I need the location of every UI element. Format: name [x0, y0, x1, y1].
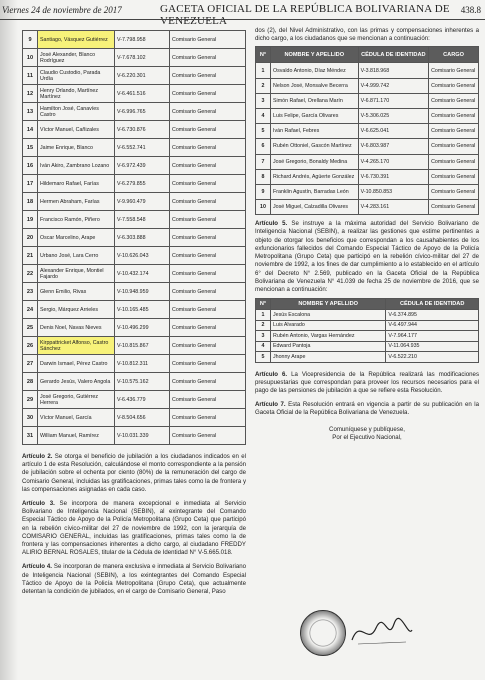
table-row [256, 108, 479, 123]
row-number: 15 [23, 139, 38, 157]
row-id: V-6.497.944 [386, 320, 479, 331]
column-header: NOMBRE Y APELLIDO [271, 299, 386, 310]
row-id: V-7.558.548 [115, 211, 170, 229]
row-number: 10 [23, 49, 38, 67]
row-rank: Comisario General [429, 63, 479, 78]
row-number: 31 [23, 427, 38, 445]
row-id: V-4.999.742 [358, 78, 428, 93]
row-rank: Comisario General [170, 229, 246, 247]
row-name: Luis Felipe, García Olivares [271, 108, 359, 123]
table-row [23, 157, 246, 175]
row-number: 19 [23, 211, 38, 229]
row-rank: Comisario General [170, 49, 246, 67]
row-number: 11 [23, 67, 38, 85]
row-rank: Comisario General [170, 409, 246, 427]
table-row [256, 310, 479, 321]
table-row [23, 409, 246, 427]
article-4 [22, 563, 246, 596]
row-name: Alexander Enrique, Montiel Fajardo [38, 265, 115, 283]
row-name: Francisco Ramón, Piñero [38, 211, 115, 229]
row-rank: Comisario General [170, 427, 246, 445]
article-6 [255, 371, 479, 396]
row-name: Rubén Ottoniel, Gascón Martínez [271, 139, 359, 154]
row-name: Kirppattricket Alfonso, Castro Sánchez [38, 337, 115, 355]
left-articles [22, 453, 246, 596]
row-rank: Comisario General [170, 247, 246, 265]
table-row [256, 169, 479, 184]
row-name: William Manuel, Ramírez [38, 427, 115, 445]
row-id: V-7.798.958 [115, 31, 170, 49]
row-name: Henry Orlando, Martínez Martínez [38, 85, 115, 103]
row-id: V-6.522.210 [386, 352, 479, 363]
row-name: Rubén Antonio, Vargas Hernández [271, 331, 386, 342]
table-row [23, 301, 246, 319]
row-name: José Miguel, Calzadilla Olivares [271, 200, 359, 215]
row-id: V-3.818.968 [358, 63, 428, 78]
row-id: V-10.575.162 [115, 373, 170, 391]
row-name: Santiago, Vásquez Gutiérrez [38, 31, 115, 49]
row-rank: Comisario General [170, 301, 246, 319]
row-name: Richard Andrés, Agüerte González [271, 169, 359, 184]
table-row [23, 337, 246, 355]
article-5-label: Artículo 5. [255, 220, 288, 228]
table-row [256, 63, 479, 78]
row-name: Iván Rafael, Febres [271, 124, 359, 139]
signature-icon [348, 612, 416, 652]
row-name: Darwin Ismael, Pérez Castro [38, 355, 115, 373]
article-3 [22, 500, 246, 557]
row-number: 18 [23, 193, 38, 211]
row-id: V-6.730.876 [115, 121, 170, 139]
row-id: V-11.064.935 [386, 341, 479, 352]
row-number: 4 [256, 341, 271, 352]
row-id: V-6.374.895 [386, 310, 479, 321]
table-row [256, 78, 479, 93]
row-number: 17 [23, 175, 38, 193]
table-row [23, 373, 246, 391]
row-rank: Comisario General [170, 337, 246, 355]
header-page-number: 438.8 [460, 5, 481, 15]
row-number: 25 [23, 319, 38, 337]
table-row [23, 139, 246, 157]
page-header [0, 2, 485, 27]
table-row [256, 124, 479, 139]
column-header: NOMBRE Y APELLIDO [271, 47, 359, 63]
row-number: 13 [23, 103, 38, 121]
row-rank: Comisario General [170, 265, 246, 283]
row-id: V-6.461.516 [115, 85, 170, 103]
row-number: 16 [23, 157, 38, 175]
row-name: Jesús Escalona [271, 310, 386, 321]
row-name: Denis Noel, Navas Nieves [38, 319, 115, 337]
row-number: 4 [256, 108, 271, 123]
row-id: V-9.960.479 [115, 193, 170, 211]
table-row [23, 121, 246, 139]
column-header: CÉDULA DE IDENTIDAD [358, 47, 428, 63]
row-id: V-7.678.102 [115, 49, 170, 67]
row-name: Hildemaro Rafael, Farías [38, 175, 115, 193]
table-row [23, 31, 246, 49]
header-date: Viernes 24 de noviembre de 2017 [2, 5, 122, 15]
row-number: 29 [23, 391, 38, 409]
row-number: 14 [23, 121, 38, 139]
table-row [256, 352, 479, 363]
row-number: 22 [23, 265, 38, 283]
article-7-label: Artículo 7. [255, 401, 286, 409]
row-id: V-10.031.339 [115, 427, 170, 445]
table-row [256, 341, 479, 352]
row-number: 2 [256, 78, 271, 93]
row-number: 10 [256, 200, 271, 215]
table-row [23, 283, 246, 301]
row-rank: Comisario General [170, 283, 246, 301]
closing-line-1: Comuníquese y publíquese, [329, 425, 405, 433]
row-id: V-4.283.161 [358, 200, 428, 215]
row-name: Víctor Manuel, García [38, 409, 115, 427]
article-7 [255, 401, 479, 417]
row-rank: Comisario General [170, 211, 246, 229]
row-id: V-6.303.888 [115, 229, 170, 247]
row-rank: Comisario General [429, 154, 479, 169]
row-name: Hamilton José, Canavíes Castro [38, 103, 115, 121]
article-label: Artículo 3. [22, 500, 55, 508]
row-rank: Comisario General [429, 184, 479, 199]
row-rank: Comisario General [429, 108, 479, 123]
row-rank: Comisario General [429, 93, 479, 108]
row-rank: Comisario General [170, 121, 246, 139]
table-row [23, 211, 246, 229]
article-5 [255, 220, 479, 294]
row-rank: Comisario General [170, 355, 246, 373]
row-name: Sergio, Márquez Arrieles [38, 301, 115, 319]
article-text: Se otorga el beneficio de jubilación a los ciudadanos indicados en el artículo 1 de esta Resolución, calculándose el monto correspondiente a la pensión de jubilación sobre el ochenta por ciento (80%) de la remuneración del cargo de Comisario General, incluidas las gratificaciones, primas tales como la de frontera y las compensaciones asignadas en cada caso. [22, 453, 246, 493]
row-name: José Alexander, Blanco Rodríguez [38, 49, 115, 67]
row-rank: Comisario General [429, 200, 479, 215]
article-text: Se incorpora de manera excepcional e inmediata al Servicio Bolivariano de Inteligencia Nacional (SEBIN), al exintegrante del Comando Especial Táctico de Apoyo de la Policía Metropolitana (Grupo Ceta) que participó en la rebelión cívico-militar del 27 de noviembre de 1992, con la jerarquía de COMISARIO GENERAL, incluidas las gratificaciones, primas tales como la de frontera y las compensaciones inherentes a dicho cargo, al ciudadano FREDDY ALIRIO BERNAL ROSALES, titular de la Cédula de Identidad N° V-5.665.018. [22, 500, 246, 557]
table-row [256, 93, 479, 108]
table-row [256, 139, 479, 154]
left-officers-table [22, 30, 246, 445]
row-name: Edward Pantoja [271, 341, 386, 352]
row-id: V-10.850.853 [358, 184, 428, 199]
row-id: V-6.972.439 [115, 157, 170, 175]
row-rank: Comisario General [429, 78, 479, 93]
row-id: V-6.220.301 [115, 67, 170, 85]
article-label: Artículo 2. [22, 453, 53, 460]
row-number: 1 [256, 63, 271, 78]
header-title: GACETA OFICIAL DE LA REPÚBLICA BOLIVARIANA DE VENEZUELA [160, 3, 450, 27]
row-id: V-6.552.741 [115, 139, 170, 157]
row-name: Jhonny Arape [271, 352, 386, 363]
row-id: V-6.871.170 [358, 93, 428, 108]
article-text: Se incorporan de manera exclusiva e inmediata al Servicio Bolivariano de Inteligencia Nacional (SEBIN), a los exintegrantes del Comando Especial Táctico de Apoyo de la Policía Metropolitana (Grupo Ceta), que actualmente detentan la condición de jubilados, en el cargo de Comisario General, Paso [22, 563, 247, 596]
table-row [23, 391, 246, 409]
row-rank: Comisario General [170, 373, 246, 391]
row-number: 20 [23, 229, 38, 247]
row-number: 2 [256, 320, 271, 331]
row-rank: Comisario General [170, 391, 246, 409]
row-number: 9 [23, 31, 38, 49]
row-name: Franklin Agustín, Barradas León [271, 184, 359, 199]
row-number: 1 [256, 310, 271, 321]
row-id: V-10.165.485 [115, 301, 170, 319]
right-intro-text: dos (2), del Nivel Administrativo, con las primas y compensaciones inherentes a dicho cargo, a los ciudadanos que se mencionan a continuación: [255, 27, 479, 43]
table-row [23, 193, 246, 211]
table-row [23, 67, 246, 85]
article-label: Artículo 4. [22, 563, 52, 571]
row-rank: Comisario General [170, 157, 246, 175]
row-id: V-7.964.177 [386, 331, 479, 342]
row-number: 7 [256, 154, 271, 169]
table-row [23, 427, 246, 445]
table-row [23, 49, 246, 67]
official-seal-icon [300, 610, 346, 656]
row-name: José Gregorio, Gutiérrez Herrera [38, 391, 115, 409]
row-id: V-4.265.170 [358, 154, 428, 169]
table-row [23, 103, 246, 121]
table-row [23, 319, 246, 337]
row-name: Jaime Enrique, Blanco [38, 139, 115, 157]
row-id: V-10.815.867 [115, 337, 170, 355]
table-row [23, 175, 246, 193]
column-header: N° [256, 47, 271, 63]
row-name: Osvaldo Antonio, Díaz Méndez [271, 63, 359, 78]
row-id: V-6.279.855 [115, 175, 170, 193]
row-name: Gerardo Jesús, Valero Angola [38, 373, 115, 391]
row-number: 3 [256, 331, 271, 342]
row-number: 5 [256, 352, 271, 363]
closing-block [255, 426, 479, 442]
row-number: 26 [23, 337, 38, 355]
row-number: 9 [256, 184, 271, 199]
article-6-text: La Vicepresidencia de la República realizará las modificaciones presupuestarias que correspondan para proveer los recursos necesarios para el pago de las pensiones de jubilación a que se refiere esta Resolución. [255, 370, 479, 395]
row-rank: Comisario General [170, 319, 246, 337]
table-row [256, 184, 479, 199]
row-id: V-10.432.174 [115, 265, 170, 283]
article-6-label: Artículo 6. [255, 370, 288, 378]
row-id: V-10.948.959 [115, 283, 170, 301]
row-number: 24 [23, 301, 38, 319]
row-rank: Comisario General [429, 139, 479, 154]
table-row [256, 154, 479, 169]
article-5-text: Se instruye a la máxima autoridad del Servicio Bolivariano de Inteligencia Nacional (SEBIN), a realizar las gestiones que estime pertinentes a objeto de otorgar los beneficios que correspondan a los causahabientes de los exfuncionarios fallecidos del Comando Especial Táctico de Apoyo de la Policía Metropolitana (Grupo Ceta) que participó en la rebelión cívico-militar del 27 de noviembre de 1992, a los fines de dar cumplimiento a lo establecido en el artículo 6° del Decreto N° 2.569, publicado en la Gaceta Oficial de la República Bolivariana de Venezuela N° 41.039 de fecha 25 de noviembre de 2016, que se mencionan a continuación: [255, 220, 480, 293]
article-2 [22, 453, 246, 494]
row-name: Claudio Custodio, Parada Urdía [38, 67, 115, 85]
row-id: V-6.436.779 [115, 391, 170, 409]
row-name: Hermen Abraham, Farías [38, 193, 115, 211]
row-rank: Comisario General [170, 67, 246, 85]
row-rank: Comisario General [170, 31, 246, 49]
row-id: V-10.626.043 [115, 247, 170, 265]
row-id: V-10.496.299 [115, 319, 170, 337]
row-number: 21 [23, 247, 38, 265]
row-name: José Gregorio, Bonaldy Medina [271, 154, 359, 169]
table-row [23, 229, 246, 247]
row-rank: Comisario General [170, 139, 246, 157]
table-row [23, 355, 246, 373]
right-column [255, 27, 480, 442]
table-row [23, 85, 246, 103]
row-name: Urbano José, Lara Cerro [38, 247, 115, 265]
row-number: 6 [256, 139, 271, 154]
row-id: V-6.996.765 [115, 103, 170, 121]
row-name: Nelson José, Monsalve Becerra [271, 78, 359, 93]
row-rank: Comisario General [170, 193, 246, 211]
column-header: CARGO [429, 47, 479, 63]
page-fold-shadow [0, 0, 18, 680]
row-rank: Comisario General [170, 175, 246, 193]
left-column [22, 30, 246, 602]
row-rank: Comisario General [170, 103, 246, 121]
row-id: V-6.803.987 [358, 139, 428, 154]
row-id: V-6.730.391 [358, 169, 428, 184]
header-rule [0, 19, 485, 20]
table-row [23, 265, 246, 283]
table-row [256, 320, 479, 331]
row-name: Víctor Manuel, Cañizales [38, 121, 115, 139]
row-name: Oscar Marcelino, Arape [38, 229, 115, 247]
row-number: 30 [23, 409, 38, 427]
row-id: V-10.812.311 [115, 355, 170, 373]
closing-line-2: Por el Ejecutivo Nacional, [332, 433, 402, 441]
row-number: 12 [23, 85, 38, 103]
row-number: 27 [23, 355, 38, 373]
row-rank: Comisario General [170, 85, 246, 103]
row-id: V-5.306.025 [358, 108, 428, 123]
table-row [256, 331, 479, 342]
row-id: V-8.504.656 [115, 409, 170, 427]
row-name: Luis Alvarado [271, 320, 386, 331]
deceased-officers-table [255, 298, 479, 363]
column-header: N° [256, 299, 271, 310]
row-rank: Comisario General [429, 169, 479, 184]
row-name: Iván Akiro, Zambrano Lozano [38, 157, 115, 175]
row-number: 5 [256, 124, 271, 139]
retired-officers-table [255, 46, 479, 215]
row-name: Simón Rafael, Orellana Marín [271, 93, 359, 108]
row-number: 8 [256, 169, 271, 184]
row-rank: Comisario General [429, 124, 479, 139]
row-number: 3 [256, 93, 271, 108]
article-7-text: Esta Resolución entrará en vigencia a partir de su publicación en la Gaceta Oficial de la República Bolivariana de Venezuela. [255, 401, 480, 417]
column-header: CÉDULA DE IDENTIDAD [386, 299, 479, 310]
table-row [256, 200, 479, 215]
row-name: Glenn Emilio, Rivas [38, 283, 115, 301]
row-number: 28 [23, 373, 38, 391]
row-number: 23 [23, 283, 38, 301]
table-row [23, 247, 246, 265]
row-id: V-6.625.041 [358, 124, 428, 139]
